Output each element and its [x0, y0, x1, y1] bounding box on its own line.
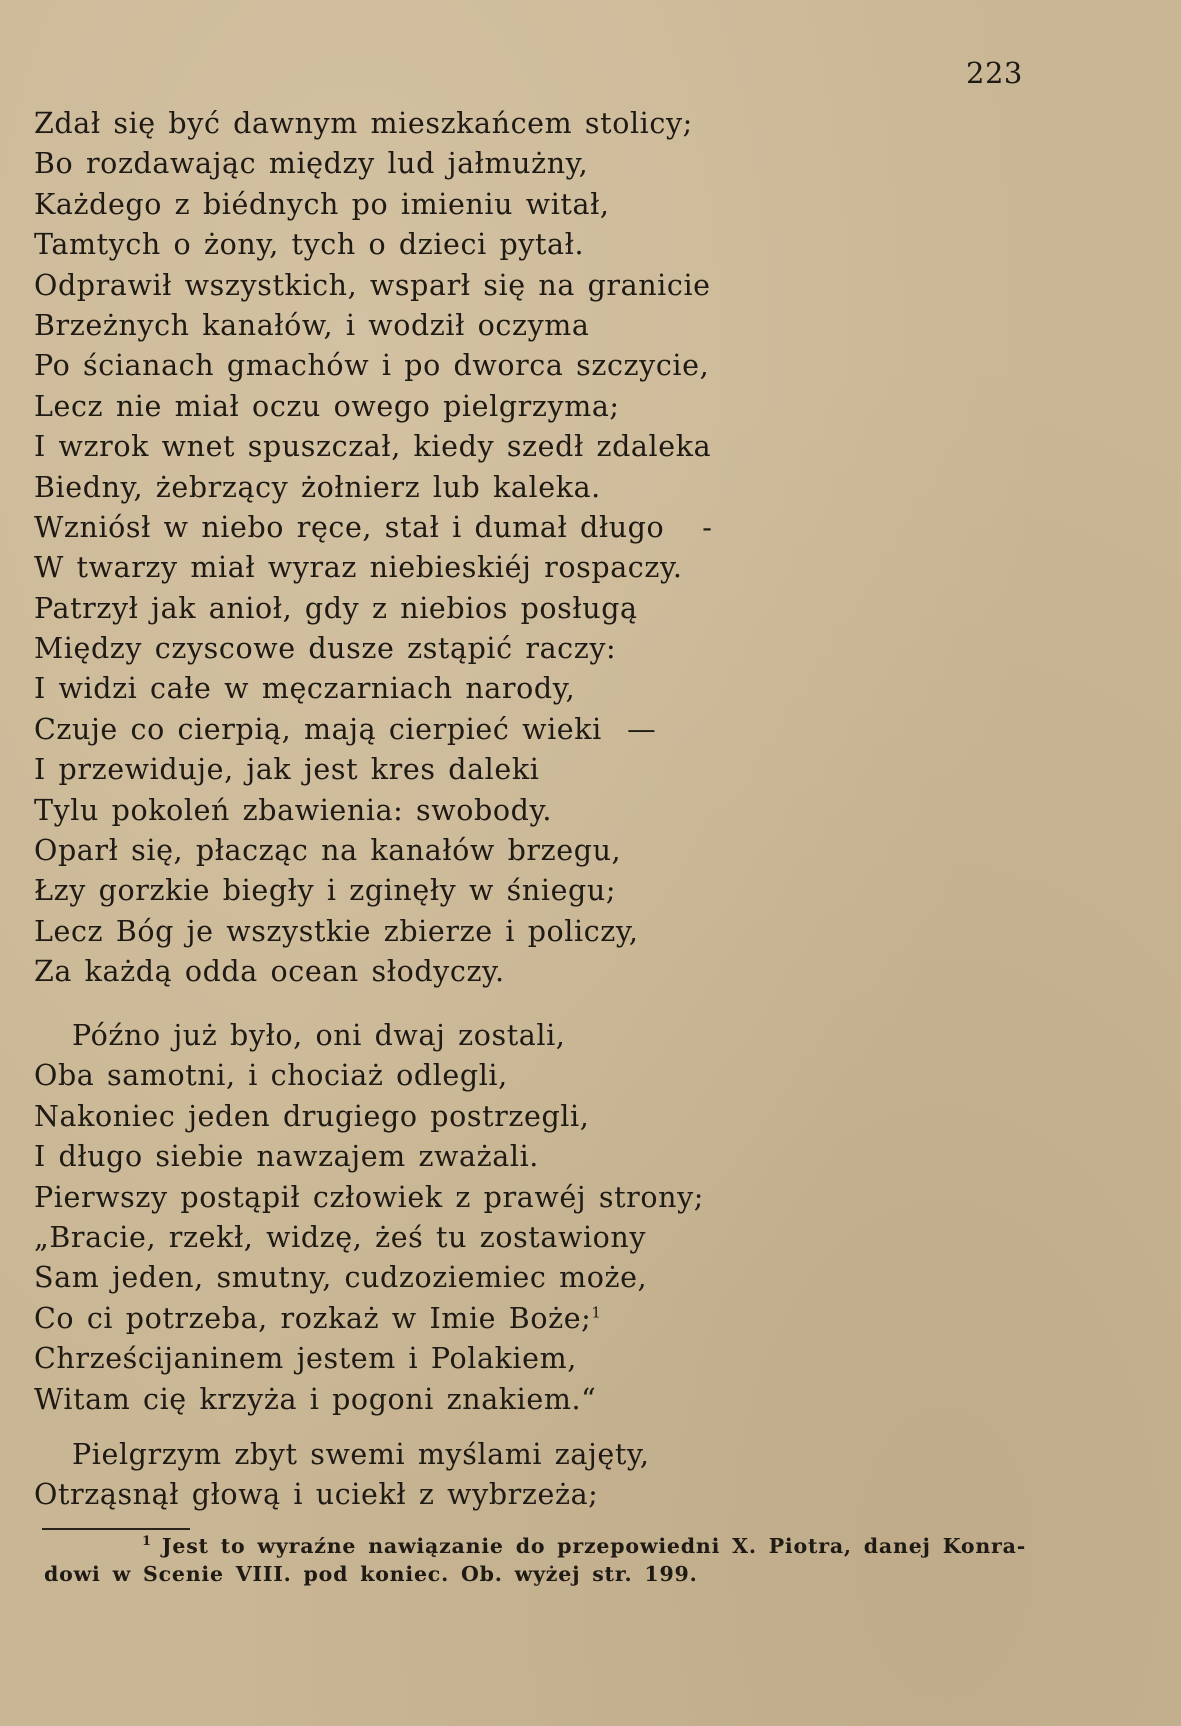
verse-line: Tylu pokoleń zbawienia: swobody. — [34, 793, 553, 827]
footnote-line: dowi w Scenie VIII. pod koniec. Ob. wyżej str. 199. — [44, 1562, 698, 1586]
footnote-line — [44, 1532, 1034, 1560]
verse-line: Pierwszy postąpił człowiek z prawéj strony; — [34, 1180, 704, 1214]
verse-line: I przewiduje, jak jest kres daleki — [34, 753, 540, 787]
verse-line: Lecz nie miał oczu owego pielgrzyma; — [34, 389, 620, 423]
verse-line: Biedny, żebrzący żołnierz lub kaleka. — [34, 470, 601, 504]
verse-line: Łzy gorzkie biegły i zginęły w śniegu; — [34, 874, 617, 908]
verse-line: I widzi całe w męczarniach narody, — [34, 672, 576, 706]
stanza-1 — [34, 104, 712, 993]
verse-line: Sam jeden, smutny, cudzoziemiec może, — [34, 1261, 648, 1295]
verse-line: Zdał się być dawnym mieszkańcem stolicy; — [34, 107, 693, 140]
footnote-reference: 1 — [591, 1303, 602, 1322]
stanza-2 — [34, 1016, 704, 1420]
page-number: 223 — [966, 56, 1023, 90]
footnote — [44, 1532, 1034, 1588]
footnote-text: Jest to wyraźne nawiązanie do przepowiedni X. Piotra, danej Konra- — [161, 1534, 1027, 1558]
verse-line: Czuje co cierpią, mają cierpieć wieki — — [34, 712, 657, 746]
verse-line: Oparł się, płacząc na kanałów brzegu, — [34, 834, 622, 868]
verse-line: Bo rozdawając między lud jałmużny, — [34, 147, 589, 181]
verse-line: Brzeżnych kanałów, i wodził oczyma — [34, 308, 590, 342]
stanza-3 — [34, 1435, 650, 1516]
verse-line: I długo siebie nawzajem zważali. — [34, 1140, 539, 1174]
verse-line: Każdego z biédnych po imieniu witał, — [34, 187, 610, 221]
verse-line: Za każdą odda ocean słodyczy. — [34, 955, 505, 989]
verse-line: Oba samotni, i chociaż odlegli, — [34, 1059, 508, 1093]
verse-line: Patrzył jak anioł, gdy z niebios posługą — [34, 591, 638, 625]
verse-line: Tamtych o żony, tych o dzieci pytał. — [34, 228, 585, 262]
verse-line: W twarzy miał wyraz niebieskiéj rospaczy. — [34, 551, 683, 585]
verse-line: Witam cię krzyża i pogoni znakiem.“ — [34, 1382, 597, 1416]
verse-line: Chrześcijaninem jestem i Polakiem, — [34, 1342, 577, 1376]
verse-line — [34, 1299, 704, 1339]
verse-line: Późno już było, oni dwaj zostali, — [72, 1019, 566, 1052]
verse-line: Wzniósł w niebo ręce, stał i dumał długo - — [34, 510, 713, 544]
verse-text: Co ci potrzeba, rozkaż w Imie Boże; — [34, 1301, 592, 1335]
footnote-divider — [42, 1528, 190, 1530]
verse-line: „Bracie, rzekł, widzę, żeś tu zostawiony — [34, 1220, 647, 1254]
verse-line: Nakoniec jeden drugiego postrzegli, — [34, 1099, 590, 1133]
verse-line: Odprawił wszystkich, wsparł się na granicie — [34, 268, 711, 302]
verse-line: Lecz Bóg je wszystkie zbierze i policzy, — [34, 914, 639, 948]
verse-line: I wzrok wnet spuszczał, kiedy szedł zdaleka — [34, 430, 712, 464]
verse-line: Pielgrzym zbyt swemi myślami zajęty, — [72, 1438, 650, 1471]
verse-line: Otrząsnął głową i uciekł z wybrzeża; — [34, 1478, 599, 1512]
footnote-marker: 1 — [142, 1534, 152, 1550]
verse-line: Między czyscowe dusze zstąpić raczy: — [34, 632, 617, 666]
verse-line: Po ścianach gmachów i po dworca szczycie, — [34, 349, 710, 383]
